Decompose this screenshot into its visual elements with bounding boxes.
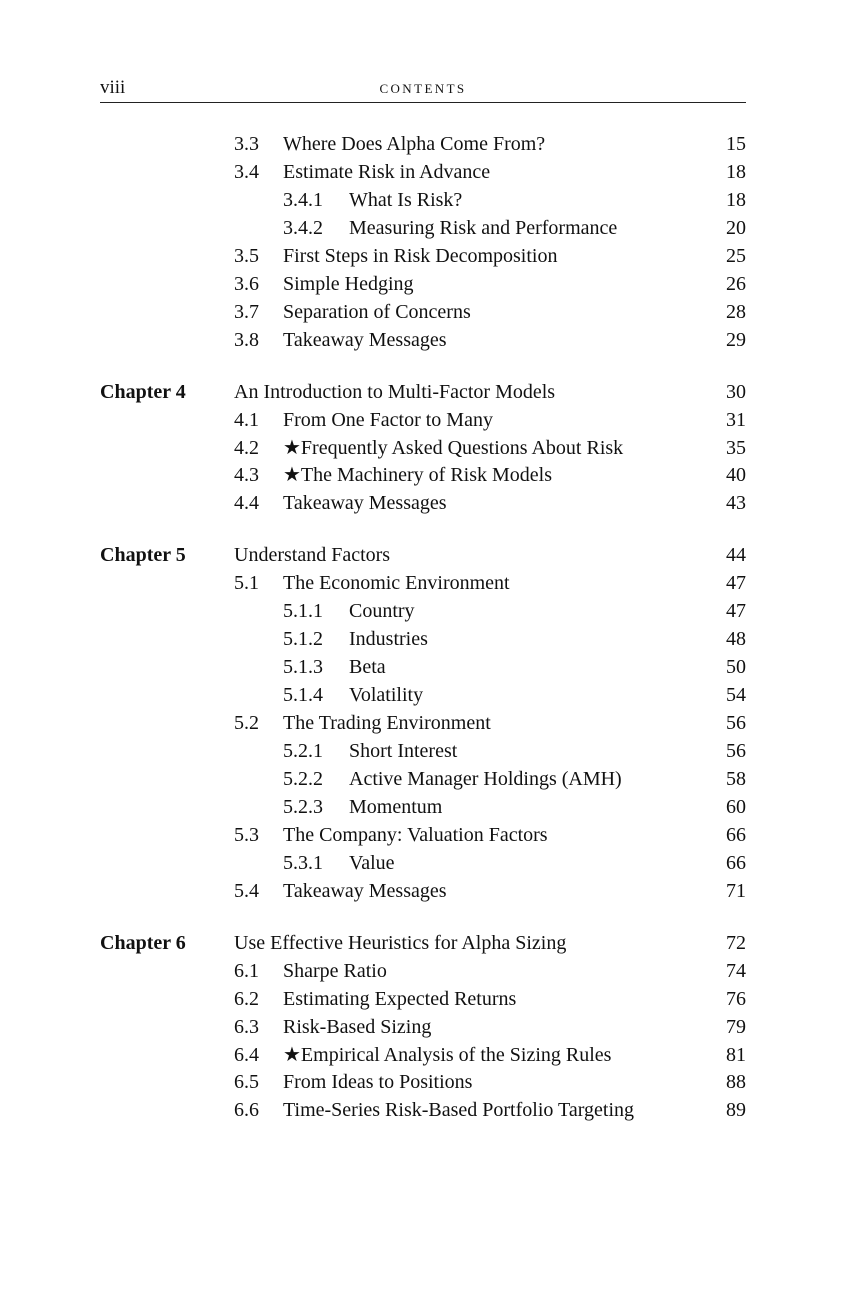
section-number: 6.2 [234,987,259,1010]
page-reference: 76 [726,987,746,1010]
page-reference: 89 [726,1099,746,1122]
subsection-title: Measuring Risk and Performance [349,216,618,239]
toc-subsection-row [0,793,864,821]
section-number: 6.1 [234,959,259,982]
section-title: Takeaway Messages [283,328,447,351]
section-title: Sharpe Ratio [283,959,387,982]
page-reference: 40 [726,464,746,487]
page-reference: 43 [726,492,746,515]
section-title: Separation of Concerns [283,300,471,323]
toc-subsection-row [0,737,864,765]
toc-section-row [0,1041,864,1069]
toc-section-row [0,821,864,849]
page-reference: 66 [726,823,746,846]
subsection-number: 5.1.1 [283,600,323,623]
page-reference: 18 [726,160,746,183]
page-reference: 81 [726,1043,746,1066]
page-reference: 72 [726,931,746,954]
page-header [100,76,746,103]
subsection-number: 5.3.1 [283,851,323,874]
running-head: CONTENTS [379,81,467,96]
section-title: Estimate Risk in Advance [283,160,491,183]
toc-chapter-row [0,378,864,406]
page-reference: 44 [726,544,746,567]
toc-section-row [0,877,864,905]
page-reference: 88 [726,1071,746,1094]
toc-subsection-row [0,681,864,709]
section-number: 4.4 [234,492,259,515]
toc-section-row [0,406,864,434]
subsection-title: Beta [349,656,386,679]
page-reference: 25 [726,244,746,267]
toc-section-row [0,569,864,597]
page-reference: 26 [726,272,746,295]
subsection-number: 3.4.1 [283,188,323,211]
section-number: 4.2 [234,436,259,459]
subsection-title: Volatility [349,684,424,707]
page-reference: 20 [726,216,746,239]
toc-section-row [0,489,864,517]
section-title: First Steps in Risk Decomposition [283,244,558,267]
subsection-title: Short Interest [349,740,458,762]
toc-section-row [0,242,864,270]
toc-section-row [0,461,864,489]
section-number: 5.2 [234,712,259,735]
toc-section-row [0,130,864,158]
section-number: 4.3 [234,464,259,487]
toc-section-row [0,326,864,354]
page-reference: 35 [726,436,746,459]
page-reference: 56 [726,712,746,735]
section-number: 5.3 [234,823,259,846]
page-number: viii [100,77,126,98]
section-number: 5.1 [234,572,259,595]
page-reference: 48 [726,628,746,651]
section-number: 3.3 [234,133,259,155]
subsection-number: 5.1.4 [283,684,323,707]
toc-chapter-row [0,929,864,957]
chapter-title: An Introduction to Multi-Factor Models [234,380,556,403]
toc-section-row [0,158,864,186]
toc-section-row [0,709,864,737]
section-title: Time-Series Risk-Based Portfolio Targeting [283,1099,634,1122]
toc-subsection-row [0,597,864,625]
toc-section-row [0,1068,864,1096]
chapter-label: Chapter 4 [100,380,186,403]
subsection-title: Value [349,851,395,874]
section-title: From Ideas to Positions [283,1071,473,1094]
page-reference: 28 [726,300,746,323]
subsection-title: What Is Risk? [349,188,463,211]
page-reference: 56 [726,740,746,762]
page-reference: 18 [726,188,746,211]
subsection-title: Active Manager Holdings (AMH) [349,767,622,790]
section-title: Takeaway Messages [283,879,447,902]
chapter-label: Chapter 5 [100,544,186,567]
toc-section-row [0,434,864,462]
toc-subsection-row [0,765,864,793]
subsection-number: 5.2.1 [283,740,323,762]
section-title: The Company: Valuation Factors [283,823,548,846]
toc-section-row [0,1096,864,1124]
section-number: 3.4 [234,160,259,183]
subsection-number: 5.1.2 [283,628,323,651]
section-title: Estimating Expected Returns [283,987,517,1010]
section-number: 3.8 [234,328,259,351]
section-number: 6.3 [234,1015,259,1038]
section-number: 6.4 [234,1043,259,1066]
toc-section-row [0,1013,864,1041]
section-number: 5.4 [234,879,259,902]
subsection-number: 5.2.2 [283,767,323,790]
subsection-number: 5.1.3 [283,656,323,679]
page-reference: 50 [726,656,746,679]
section-title: Simple Hedging [283,272,414,295]
subsection-title: Industries [349,628,428,651]
toc-section-row [0,985,864,1013]
section-number: 4.1 [234,408,259,431]
subsection-title: Momentum [349,795,443,818]
toc-subsection-row [0,214,864,242]
page-reference: 66 [726,851,746,874]
section-title: Takeaway Messages [283,492,447,515]
page-reference: 58 [726,767,746,790]
page-reference: 71 [726,879,746,902]
toc-subsection-row [0,186,864,214]
section-title: Risk-Based Sizing [283,1015,432,1038]
section-title: Where Does Alpha Come From? [283,133,546,155]
section-number: 3.6 [234,272,259,295]
section-number: 6.5 [234,1071,259,1094]
page-reference: 79 [726,1015,746,1038]
section-title: The Trading Environment [283,712,491,735]
toc-section-row [0,270,864,298]
section-number: 6.6 [234,1099,259,1122]
page-reference: 47 [726,600,746,623]
page-reference: 54 [726,684,746,707]
toc-section-row [0,957,864,985]
section-title: ★Empirical Analysis of the Sizing Rules [283,1043,612,1066]
section-number: 3.5 [234,244,259,267]
section-title: ★The Machinery of Risk Models [283,464,552,487]
page-reference: 47 [726,572,746,595]
page-reference: 60 [726,795,746,818]
section-number: 3.7 [234,300,259,323]
page-reference: 30 [726,380,746,403]
section-title: The Economic Environment [283,572,510,595]
subsection-number: 3.4.2 [283,216,323,239]
page-reference: 74 [726,959,746,982]
section-title: ★Frequently Asked Questions About Risk [283,436,624,459]
toc-subsection-row [0,849,864,877]
section-title: From One Factor to Many [283,408,493,431]
page-reference: 15 [726,133,746,155]
toc-chapter-row [0,541,864,569]
subsection-number: 5.2.3 [283,795,323,818]
chapter-title: Use Effective Heuristics for Alpha Sizing [234,931,567,954]
chapter-title: Understand Factors [234,544,391,567]
toc-subsection-row [0,625,864,653]
subsection-title: Country [349,600,415,623]
toc-section-row [0,298,864,326]
chapter-label: Chapter 6 [100,931,186,954]
page-reference: 31 [726,408,746,431]
page-reference: 29 [726,328,746,351]
toc-subsection-row [0,653,864,681]
